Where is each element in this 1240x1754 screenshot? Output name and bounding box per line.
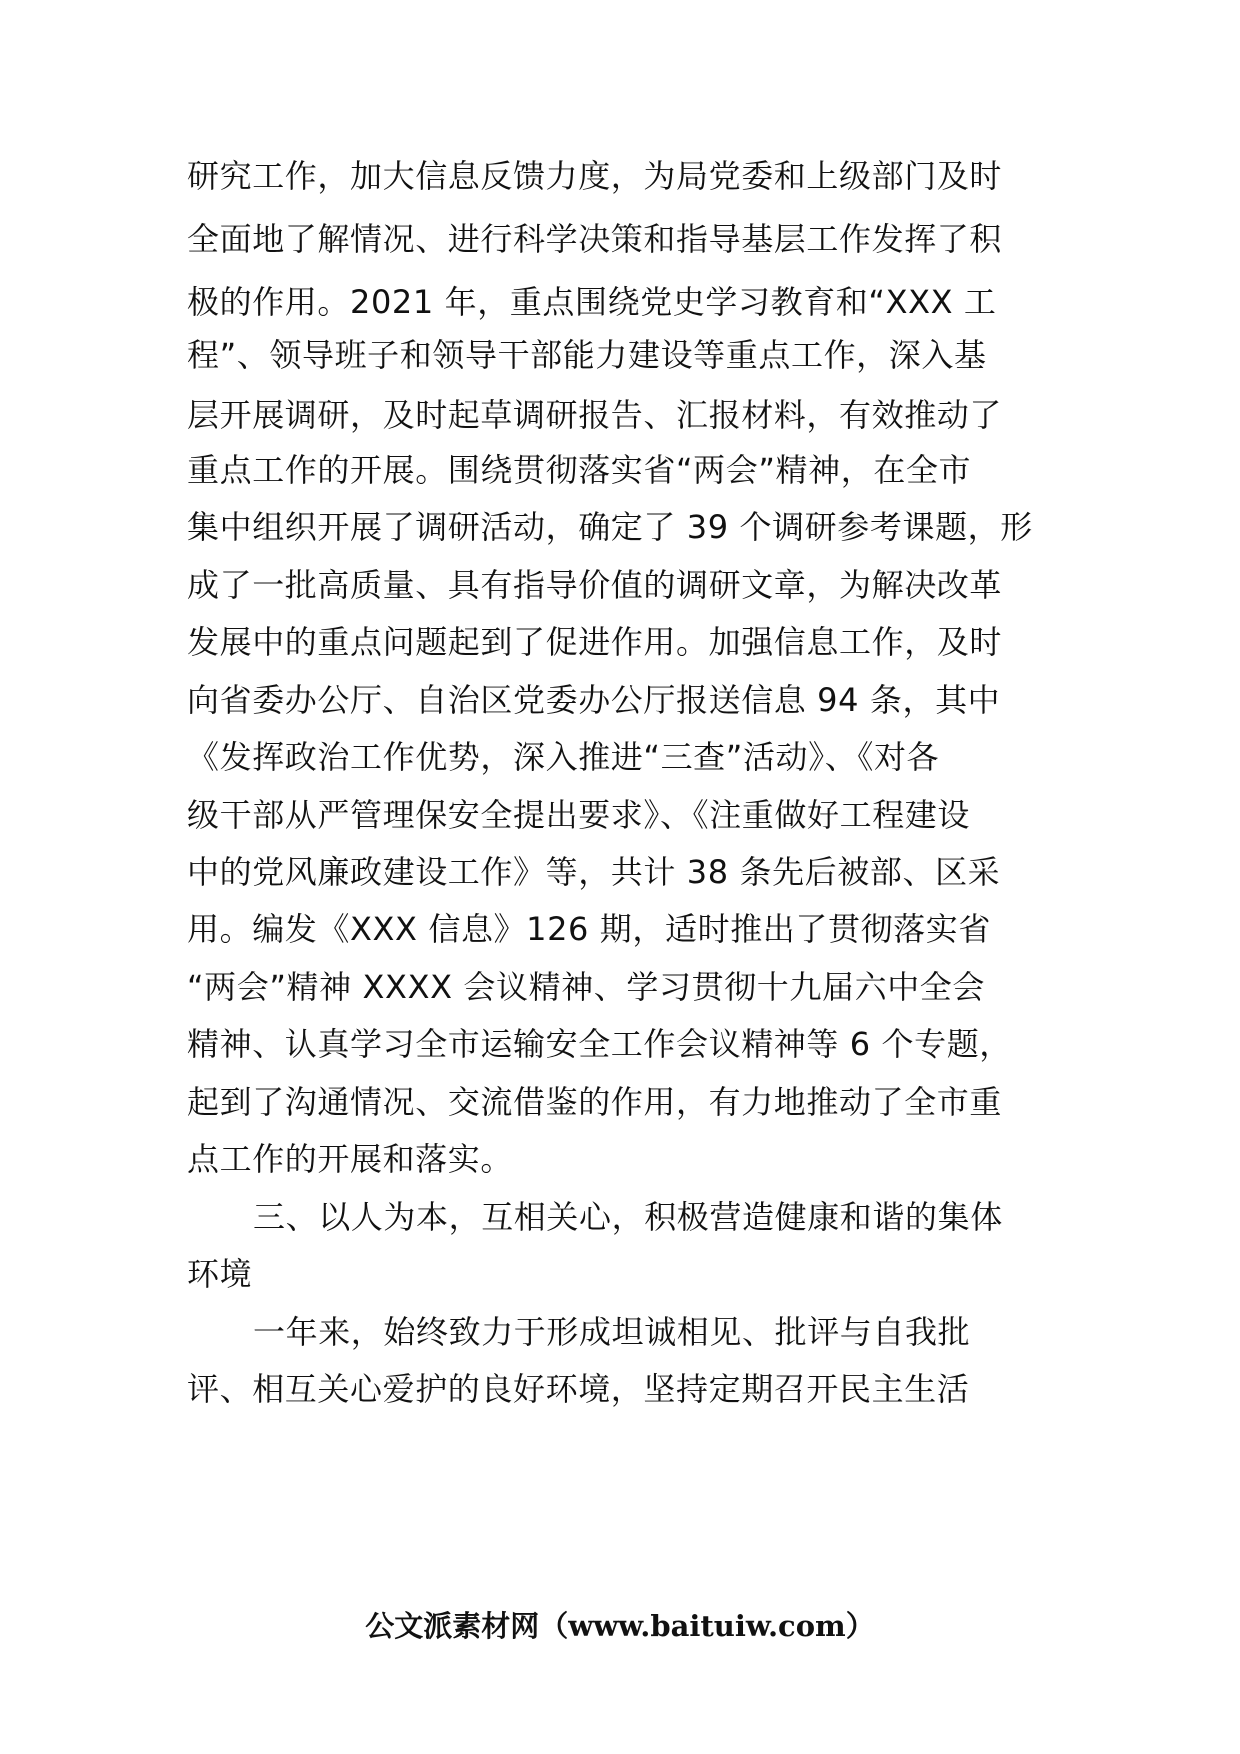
text-line: 向省委办公厅、自治区党委办公厅报送信息 94 条，其中 [187,681,1001,719]
text-line: 研究工作，加大信息反馈力度，为局党委和上级部门及时 [187,157,1003,195]
text-line: 起到了沟通情况、交流借鉴的作用，有力地推动了全市重 [187,1083,1003,1121]
paragraph-first-line: 一年来，始终致力于形成坦诚相见、批评与自我批 [253,1313,971,1351]
text-line: 用。编发《XXX 信息》126 期，适时推出了贯彻落实省 [187,910,991,948]
text-line: 评、相互关心爱护的良好环境，坚持定期召开民主生活 [187,1370,970,1408]
text-line: 点工作的开展和落实。 [187,1140,514,1178]
footer-source-text: 公文派素材网（www.baituiw.com） [365,1609,875,1643]
section-heading: 三、以人为本，互相关心，积极营造健康和谐的集体 [253,1198,1003,1236]
text-line: 全面地了解情况、进行科学决策和指导基层工作发挥了积 [187,220,1003,258]
text-line: “两会”精神 XXXX 会议精神、学习贯彻十九届六中全会 [187,968,985,1006]
text-line: 发展中的重点问题起到了促进作用。加强信息工作，及时 [187,623,1003,661]
text-line: 层开展调研，及时起草调研报告、汇报材料，有效推动了 [187,396,1003,434]
section-heading-continuation: 环境 [187,1255,253,1293]
text-line: 中的党风廉政建设工作》等，共计 38 条先后被部、区采 [187,853,1001,891]
text-line: 成了一批高质量、具有指导价值的调研文章，为解决改革 [187,566,1003,604]
text-line: 级干部从严管理保安全提出要求》、《注重做好工程建设 [187,796,971,834]
text-line: 极的作用。2021 年，重点围绕党史学习教育和“XXX 工 [187,283,997,321]
text-line: 集中组织开展了调研活动，确定了 39 个调研参考课题，形 [187,508,1033,546]
text-line: 重点工作的开展。围绕贯彻落实省“两会”精神，在全市 [187,451,972,489]
text-line: 《发挥政治工作优势，深入推进“三查”活动》、《对各 [187,738,940,776]
text-line: 精神、认真学习全市运输安全工作会议精神等 6 个专题， [187,1025,1012,1063]
text-line: 程”、领导班子和领导干部能力建设等重点工作，深入基 [187,336,987,374]
